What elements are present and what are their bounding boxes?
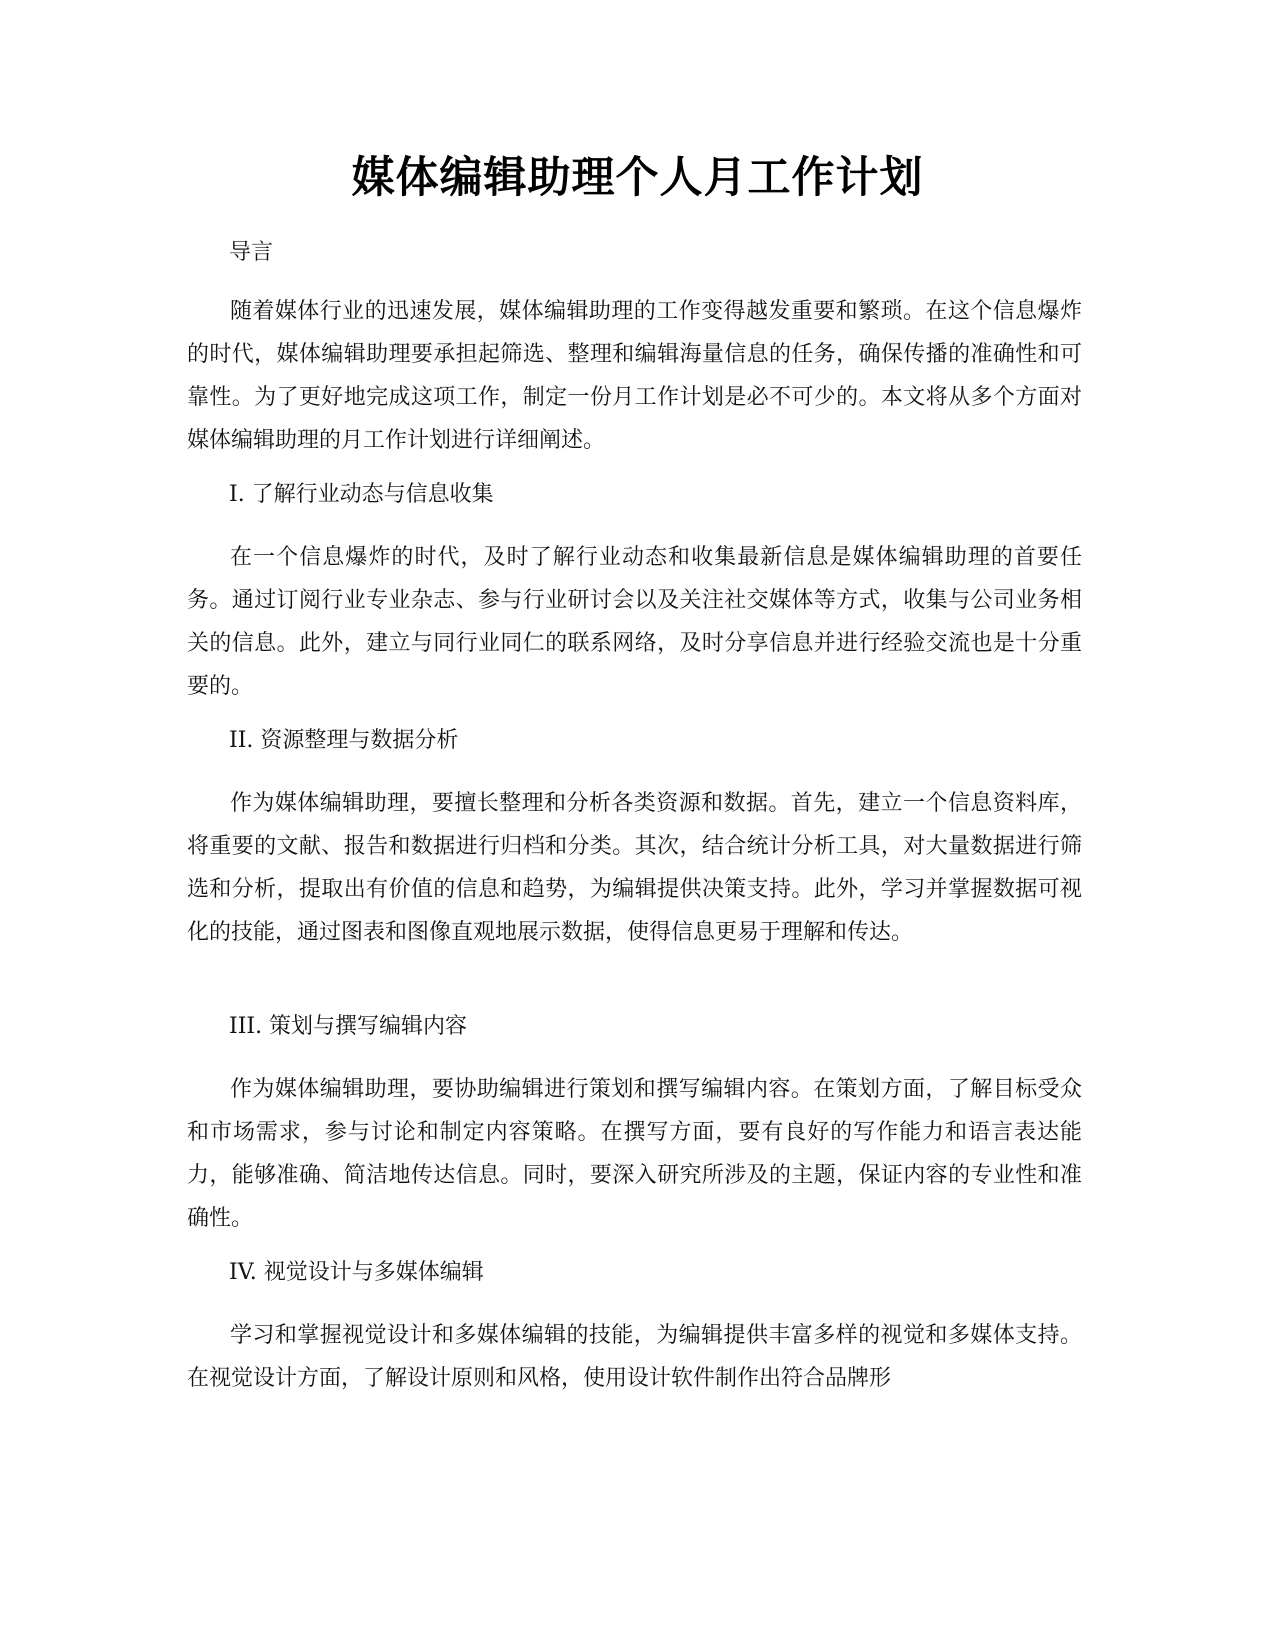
- intro-paragraph: 随着媒体行业的迅速发展，媒体编辑助理的工作变得越发重要和繁琐。在这个信息爆炸的时代，媒体编辑助理要承担起筛选、整理和编辑海量信息的任务，确保传播的准确性和可靠性。为了更好地完成这项工作，制定一份月工作计划是必不可少的。本文将从多个方面对媒体编辑助理的月工作计划进行详细阐述。: [187, 299, 1082, 453]
- section-heading-2: II. 资源整理与数据分析: [229, 728, 459, 753]
- section-paragraph-3: 作为媒体编辑助理，要协助编辑进行策划和撰写编辑内容。在策划方面，了解目标受众和市场需求，参与讨论和制定内容策略。在撰写方面，要有良好的写作能力和语言表达能力，能够准确、简洁地传达信息。同时，要深入研究所涉及的主题，保证内容的专业性和准确性。: [187, 1077, 1082, 1231]
- section-heading-1: I. 了解行业动态与信息收集: [229, 482, 494, 507]
- section-heading-4: IV. 视觉设计与多媒体编辑: [229, 1260, 484, 1285]
- section-heading-3: III. 策划与撰写编辑内容: [229, 1014, 468, 1039]
- section-paragraph-2: 作为媒体编辑助理，要擅长整理和分析各类资源和数据。首先，建立一个信息资料库，将重要的文献、报告和数据进行归档和分类。其次，结合统计分析工具，对大量数据进行筛选和分析，提取出有价值的信息和趋势，为编辑提供决策支持。此外，学习并掌握数据可视化的技能，通过图表和图像直观地展示数据，使得信息更易于理解和传达。: [187, 791, 1082, 945]
- document-title: 媒体编辑助理个人月工作计划: [351, 153, 924, 203]
- intro-heading: 导言: [229, 240, 274, 265]
- section-paragraph-4: 学习和掌握视觉设计和多媒体编辑的技能，为编辑提供丰富多样的视觉和多媒体支持。在视觉设计方面，了解设计原则和风格，使用设计软件制作出符合品牌形: [187, 1323, 1082, 1391]
- section-paragraph-1: 在一个信息爆炸的时代，及时了解行业动态和收集最新信息是媒体编辑助理的首要任务。通过订阅行业专业杂志、参与行业研讨会以及关注社交媒体等方式，收集与公司业务相关的信息。此外，建立与同行业同仁的联系网络，及时分享信息并进行经验交流也是十分重要的。: [187, 545, 1082, 699]
